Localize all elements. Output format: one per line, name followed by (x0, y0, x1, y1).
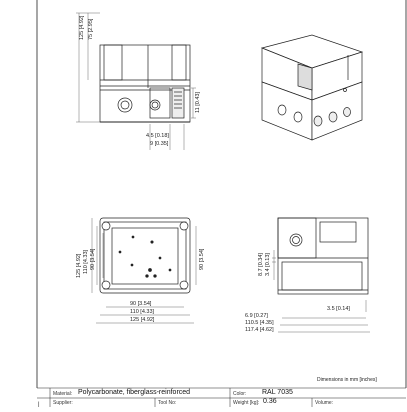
top-dim-90-v: 90 [3.54] (90, 248, 96, 270)
top-dim-125-v: 125 [4.92] (76, 253, 82, 278)
side-view (278, 218, 368, 294)
side-dim-8-7: 8.7 [0.34] (258, 253, 264, 276)
front-dim-11: 11 [0.43] (195, 92, 201, 113)
top-dim-110-v: 110 [4.33] (83, 249, 89, 274)
top-dim-90-h: 90 [3.54] (130, 301, 152, 307)
side-dim-6-9: 6.9 [0.27] (245, 313, 268, 319)
color-value: RAL 7035 (262, 389, 293, 396)
isometric-view (262, 35, 362, 140)
units-note: Dimensions in mm [inches] (317, 377, 377, 383)
side-dim-117-4: 117.4 [4.62] (245, 327, 274, 333)
weight-label: Weight [kg]: (233, 400, 260, 406)
title-block-mark: | (38, 402, 40, 407)
front-dim-4-5: 4.5 [0.18] (146, 133, 169, 139)
tool-no-label: Tool No: (158, 400, 177, 406)
top-view (100, 218, 190, 293)
front-dim-125: 125 [4.92] (79, 15, 85, 40)
top-dim-90-right: 90 [3.54] (199, 248, 205, 270)
material-value: Polycarbonate, fiberglass-reinforced (78, 389, 191, 396)
side-dim-3-5: 3.5 [0.14] (327, 306, 350, 312)
front-dim-75: 75 [2.95] (88, 18, 94, 40)
side-dim-110-5: 110.5 [4.35] (245, 320, 274, 326)
side-dim-3-4: 3.4 [0.13] (265, 253, 271, 276)
volume-label: Volume: (315, 400, 334, 406)
color-label: Color: (233, 391, 247, 397)
front-view (100, 45, 190, 122)
front-dim-9: 9 [0.35] (150, 141, 169, 147)
supplier-label: Supplier: (53, 400, 73, 406)
top-dim-110-h: 110 [4.33] (130, 309, 155, 315)
material-label: Material: (53, 391, 73, 397)
weight-value: 0.36 (263, 398, 277, 405)
top-dim-125-h: 125 [4.92] (130, 317, 155, 323)
